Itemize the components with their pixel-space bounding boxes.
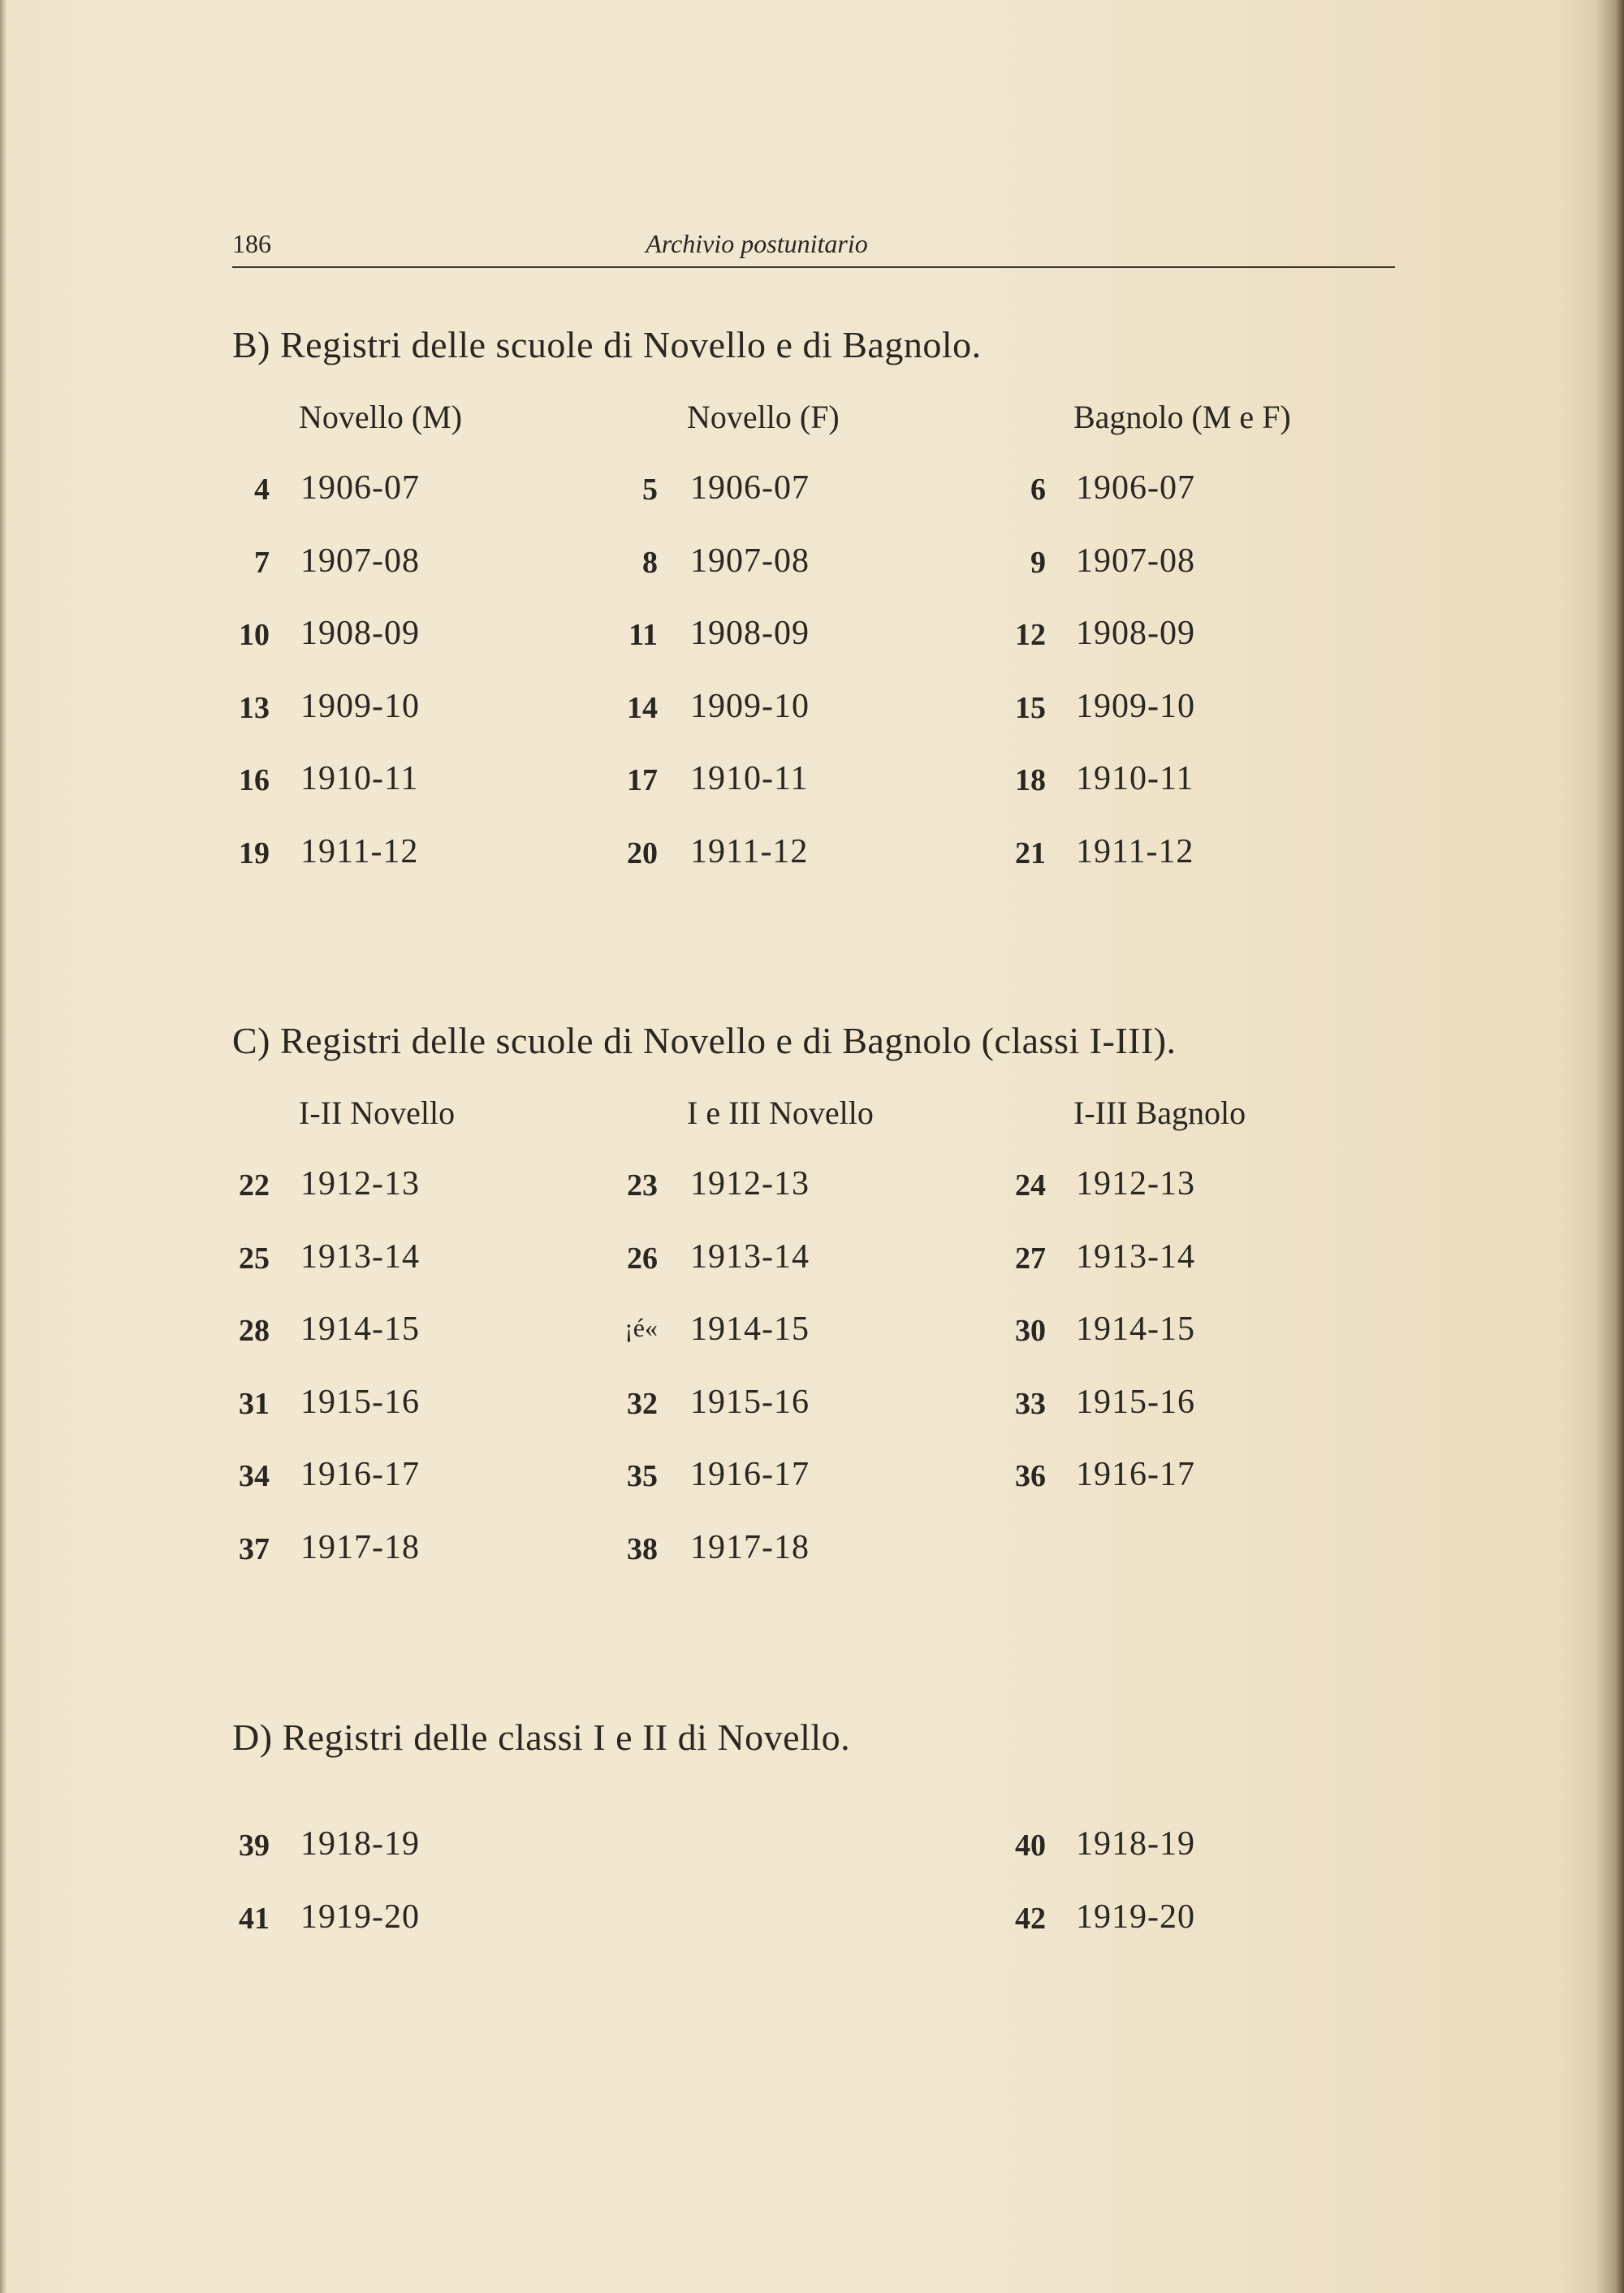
school-year: 1908-09	[300, 615, 420, 653]
column-header: Novello (M)	[299, 399, 463, 435]
register-number: 30	[1015, 1314, 1046, 1349]
section-c-heading: C) Registri delle scuole di Novello e di Bagnolo (classi I-III).	[232, 1020, 1177, 1061]
school-year: 1913-14	[690, 1237, 810, 1276]
school-year: 1915-16	[1076, 1383, 1195, 1421]
register-number: 26	[627, 1241, 658, 1276]
register-number: 9	[1030, 545, 1046, 580]
school-year: 1914-15	[300, 1311, 420, 1349]
register-number: 19	[239, 836, 270, 870]
register-number: ¡é«	[624, 1313, 658, 1343]
school-year: 1913-14	[300, 1237, 420, 1276]
register-number: 20	[627, 836, 658, 870]
school-year: 1911-12	[1076, 833, 1194, 870]
register-number: 35	[627, 1459, 658, 1494]
school-year: 1913-14	[1076, 1237, 1195, 1276]
school-year: 1906-07	[300, 469, 420, 507]
register-number: 22	[239, 1168, 270, 1203]
school-year: 1912-13	[690, 1165, 810, 1203]
register-number: 13	[239, 690, 270, 725]
section-b-heading: B) Registri delle scuole di Novello e di Bagnolo.	[232, 324, 982, 365]
register-number: 40	[1015, 1829, 1046, 1863]
school-year: 1906-07	[690, 469, 810, 507]
register-number: 16	[239, 763, 270, 798]
register-number: 11	[628, 618, 658, 653]
school-year: 1915-16	[690, 1383, 810, 1421]
column-header: I e III Novello	[687, 1095, 874, 1131]
register-number: 33	[1015, 1386, 1046, 1421]
register-number: 42	[1015, 1901, 1046, 1936]
school-year: 1919-20	[300, 1898, 420, 1936]
register-number: 32	[627, 1386, 658, 1421]
school-year: 1908-09	[690, 615, 810, 653]
school-year: 1918-19	[1076, 1825, 1195, 1863]
register-number: 37	[239, 1532, 270, 1566]
school-year: 1910-11	[300, 760, 419, 798]
school-year: 1916-17	[300, 1456, 420, 1494]
register-number: 21	[1015, 836, 1046, 870]
register-number: 27	[1015, 1241, 1046, 1276]
school-year: 1917-18	[300, 1529, 420, 1566]
school-year: 1910-11	[1076, 760, 1194, 798]
register-number: 14	[627, 690, 658, 725]
register-number: 4	[254, 473, 270, 507]
school-year: 1915-16	[300, 1383, 420, 1421]
school-year: 1912-13	[1076, 1165, 1195, 1203]
page-number: 186	[232, 229, 271, 258]
register-number: 17	[627, 763, 658, 798]
school-year: 1919-20	[1076, 1898, 1195, 1936]
school-year: 1914-15	[1076, 1311, 1195, 1349]
register-number: 23	[627, 1168, 658, 1203]
school-year: 1906-07	[1076, 469, 1195, 507]
register-number: 28	[239, 1314, 270, 1349]
school-year: 1917-18	[690, 1529, 810, 1566]
school-year: 1911-12	[300, 833, 419, 870]
running-head	[232, 227, 1395, 268]
register-number: 25	[239, 1241, 270, 1276]
register-number: 18	[1015, 763, 1046, 798]
school-year: 1908-09	[1076, 615, 1195, 653]
register-number: 7	[254, 545, 270, 580]
register-number: 6	[1030, 473, 1046, 507]
page-left-edge	[0, 0, 6, 2293]
school-year: 1914-15	[690, 1311, 810, 1349]
school-year: 1909-10	[300, 687, 420, 725]
register-number: 36	[1015, 1459, 1046, 1494]
section-d-heading: D) Registri delle classi I e II di Novello.	[232, 1717, 851, 1758]
register-number: 38	[627, 1532, 658, 1566]
page-spine-shadow	[1596, 0, 1624, 2293]
register-number: 12	[1015, 618, 1046, 653]
column-header: Novello (F)	[687, 399, 840, 435]
register-number: 24	[1015, 1168, 1046, 1203]
register-number: 8	[642, 545, 658, 580]
register-number: 39	[239, 1829, 270, 1863]
school-year: 1909-10	[690, 687, 810, 725]
school-year: 1910-11	[690, 760, 809, 798]
running-title: Archivio postunitario	[646, 229, 868, 258]
column-header: I-III Bagnolo	[1073, 1095, 1246, 1131]
school-year: 1911-12	[690, 833, 809, 870]
school-year: 1907-08	[690, 542, 810, 580]
school-year: 1918-19	[300, 1825, 420, 1863]
column-header: I-II Novello	[299, 1095, 456, 1131]
register-number: 15	[1015, 690, 1046, 725]
school-year: 1907-08	[1076, 542, 1195, 580]
school-year: 1912-13	[300, 1165, 420, 1203]
school-year: 1907-08	[300, 542, 420, 580]
school-year: 1916-17	[1076, 1456, 1195, 1494]
register-number: 31	[239, 1386, 270, 1421]
column-header: Bagnolo (M e F)	[1073, 399, 1291, 435]
school-year: 1909-10	[1076, 687, 1195, 725]
register-number: 10	[239, 618, 270, 653]
register-number: 5	[642, 473, 658, 507]
school-year: 1916-17	[690, 1456, 810, 1494]
register-number: 41	[239, 1901, 270, 1936]
register-number: 34	[239, 1459, 270, 1494]
